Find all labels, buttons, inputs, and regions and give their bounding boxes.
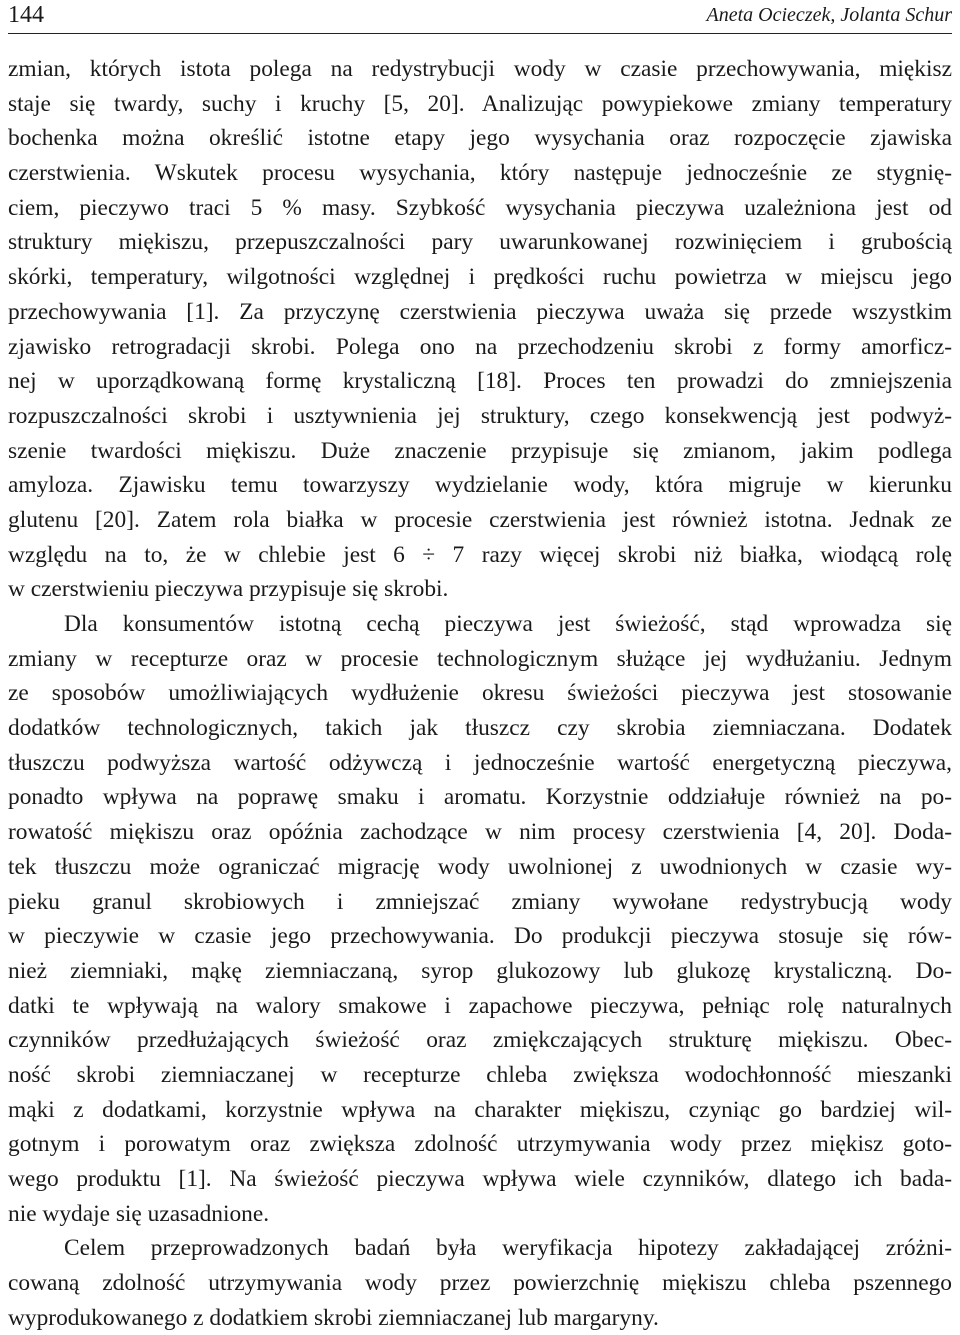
paragraph <box>8 52 952 607</box>
text-line: wyprodukowanego z dodatkiem skrobi ziemniaczanej lub margaryny. <box>8 1304 659 1331</box>
text-line: skórki, temperatury, wilgotności względnej i prędkości ruchu powietrza w miejscu jego <box>8 264 952 291</box>
text-line: bochenka można określić istotne etapy jego wysychania oraz rozpoczęcie zjawiska <box>8 125 952 152</box>
text-line: pieku granul skrobiowych i zmniejszać zmiany wywołane redystrybucją wody <box>8 888 952 915</box>
text-line: mąki z dodatkami, korzystnie wpływa na charakter miękiszu, czyniąc go bardziej wil- <box>8 1096 952 1123</box>
text-line: wego produktu [1]. Na świeżość pieczywa wpływa wiele czynników, dlatego ich bada- <box>8 1166 952 1192</box>
page-header <box>8 0 952 34</box>
text-line: cowaną zdolność utrzymywania wody przez powierzchnię miękiszu chleba pszennego <box>8 1270 952 1297</box>
text-line: ze sposobów umożliwiających wydłużenie okresu świeżości pieczywa jest stosowanie <box>8 680 952 707</box>
text-line: Dla konsumentów istotną cechą pieczywa jest świeżość, stąd wprowadza się <box>64 611 952 637</box>
text-line: ciem, pieczywo traci 5 % masy. Szybkość wysychania pieczywa uzależniona jest od <box>8 194 952 221</box>
text-line: ność skrobi ziemniaczanej w recepturze chleba zwiększa wodochłonność mieszanki <box>8 1061 952 1088</box>
running-head-authors: Aneta Ocieczek, Jolanta Schur <box>706 4 952 26</box>
text-line: Celem przeprowadzonych badań była weryfikacja hipotezy zakładającej zróżni- <box>64 1235 952 1262</box>
text-line: nie wydaje się uzasadnione. <box>8 1200 270 1227</box>
text-line: staje się twardy, suchy i kruchy [5, 20]. Analizując powypiekowe zmiany temperatury <box>8 90 952 117</box>
text-line: struktury miękiszu, przepuszczalności pary uwarunkowanej rozwinięciem i grubością <box>8 229 952 256</box>
text-body <box>8 52 952 1335</box>
paragraph <box>8 1231 952 1335</box>
text-line: zjawisko retrogradacji skrobi. Polega ono na przechodzeniu skrobi z formy amorficz- <box>8 333 952 360</box>
text-line: ponadto wpływa na poprawę smaku i aromatu. Korzystnie oddziałuje również na po- <box>8 784 952 811</box>
text-line: względu na to, że w chlebie jest 6 ÷ 7 razy więcej skrobi niż białka, wiodącą rolę <box>8 541 952 568</box>
text-line: szenie twardości miękiszu. Duże znaczenie przypisuje się zmianom, jakim podlega <box>8 437 952 464</box>
text-line: tłuszczu podwyższa wartość odżywczą i jednocześnie wartość energetyczną pieczywa, <box>8 749 952 776</box>
text-line: rowatość miękiszu oraz opóźnia zachodzące w nim procesy czerstwienia [4, 20]. Doda- <box>8 819 952 846</box>
page-number: 144 <box>8 2 44 28</box>
text-line: tek tłuszczu może ograniczać migrację wody uwolnionej z uwodnionych w czasie wy- <box>8 853 952 880</box>
text-line: przechowywania [1]. Za przyczynę czerstwienia pieczywa uważa się przede wszystkim <box>8 298 952 325</box>
text-line: dodatków technologicznych, takich jak tłuszcz czy skrobia ziemniaczana. Dodatek <box>8 715 952 742</box>
text-line: w czerstwieniu pieczywa przypisuje się skrobi. <box>8 576 449 603</box>
text-line: w pieczywie w czasie jego przechowywania. Do produkcji pieczywa stosuje się rów- <box>8 923 952 950</box>
text-line: gotnym i porowatym oraz zwiększa zdolność utrzymywania wody przez miękisz goto- <box>8 1131 952 1158</box>
text-line: datki te wpływają na walory smakowe i zapachowe pieczywa, pełniąc rolę naturalnych <box>8 992 952 1019</box>
text-line: czynników przedłużających świeżość oraz zmiękczających strukturę miękiszu. Obec- <box>8 1027 952 1054</box>
text-line: zmian, których istota polega na redystrybucji wody w czasie przechowywania, miękisz <box>8 56 952 82</box>
text-line: rozpuszczalności skrobi i usztywnienia jej struktury, czego konsekwencją jest podwyż- <box>8 402 952 429</box>
text-line: nej w uporządkowaną formę krystaliczną [18]. Proces ten prowadzi do zmniejszenia <box>8 368 952 395</box>
text-line: amyloza. Zjawisku temu towarzyszy wydzielanie wody, która migruje w kierunku <box>8 472 952 499</box>
text-line: czerstwienia. Wskutek procesu wysychania, który następuje jednocześnie ze stygnię- <box>8 160 952 187</box>
text-line: nież ziemniaki, mąkę ziemniaczaną, syrop glukozowy lub glukozę krystaliczną. Do- <box>8 957 952 984</box>
text-line: glutenu [20]. Zatem rola białka w procesie czerstwienia jest również istotna. Jednak ze <box>8 506 952 533</box>
paragraph <box>8 607 952 1231</box>
text-line: zmiany w recepturze oraz w procesie technologicznym służące jej wydłużaniu. Jednym <box>8 645 952 672</box>
